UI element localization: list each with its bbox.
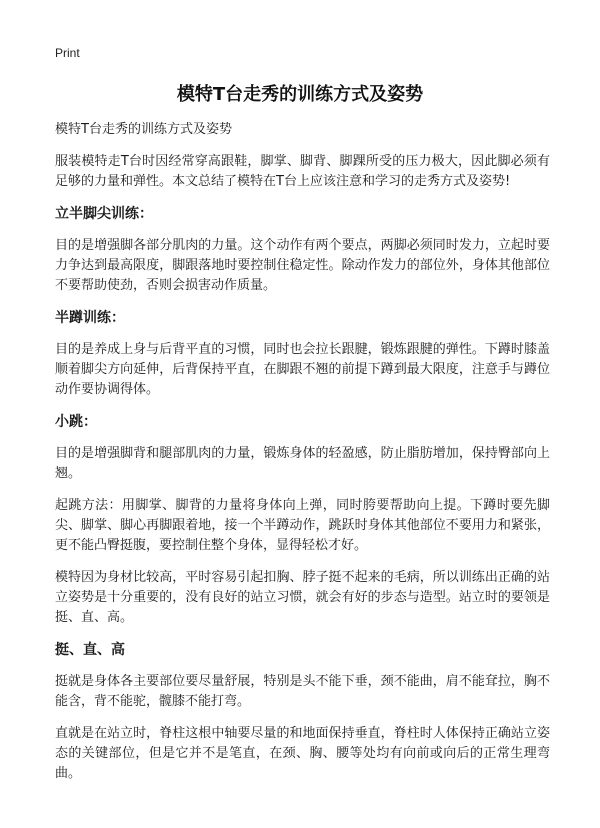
section-heading-posture: 挺、直、高 — [55, 642, 125, 658]
page-title: 模特T台走秀的训练方式及姿势 — [176, 84, 424, 105]
intro-paragraph: 服装模特走T台时因经常穿高跟鞋，脚掌、脚背、脚踝所受的压力极大，因此脚必须有足够的力量和弹性。本文总结了模特在T台上应该注意和学习的走秀方式及姿势! — [55, 154, 550, 189]
document-body — [55, 120, 550, 796]
document-subtitle: 模特T台走秀的训练方式及姿势 — [55, 122, 232, 137]
print-link[interactable]: Print — [55, 46, 80, 60]
section-paragraph: 目的是养成上身与后背平直的习惯，同时也会拉长跟腱，锻炼跟腱的弹性。下蹲时膝盖顺着脚尖方向延伸，后背保持平直，在脚跟不翘的前提下蹲到最大限度，注意手与蹲位动作要协调得体。 — [55, 342, 550, 397]
section-heading-half-squat: 半蹲训练： — [55, 310, 125, 326]
section-paragraph: 模特因为身材比较高，平时容易引起扣胸、脖子挺不起来的毛病，所以训练出正确的站立姿势是十分重要的，没有良好的站立习惯，就会有好的步态与造型。站立时的要领是挺、直、高。 — [55, 570, 550, 625]
section-paragraph: 直就是在站立时，脊柱这根中轴要尽量的和地面保持垂直，脊柱时人体保持正确站立姿态的关键部位，但是它并不是笔直，在颈、胸、腰等处均有向前或向后的正常生理弯曲。 — [55, 726, 550, 781]
section-paragraph: 挺就是身体各主要部位要尽量舒展，特别是头不能下垂，颈不能曲，肩不能耷拉，胸不能含，背不能驼，髋膝不能打弯。 — [55, 674, 550, 709]
section-heading-small-jump: 小跳： — [55, 414, 97, 430]
section-paragraph: 目的是增强脚背和腿部肌肉的力量，锻炼身体的轻盈感，防止脂肪增加，保持臀部向上翘。 — [55, 446, 550, 481]
section-heading-tiptoe: 立半脚尖训练： — [55, 206, 153, 222]
section-paragraph: 起跳方法：用脚掌、脚背的力量将身体向上弹，同时胯要帮助向上提。下蹲时要先脚尖、脚掌、脚心再脚跟着地，接一个半蹲动作，跳跃时身体其他部位不要用力和紧张，更不能凸臀挺腹，要控制住整个身体，显得轻松才好。 — [55, 498, 550, 553]
section-paragraph: 目的是增强脚各部分肌肉的力量。这个动作有两个要点，两脚必须同时发力，立起时要力争达到最高限度，脚跟落地时要控制住稳定性。除动作发力的部位外，身体其他部位不要帮助使劲，否则会损害动作质量。 — [55, 238, 550, 293]
